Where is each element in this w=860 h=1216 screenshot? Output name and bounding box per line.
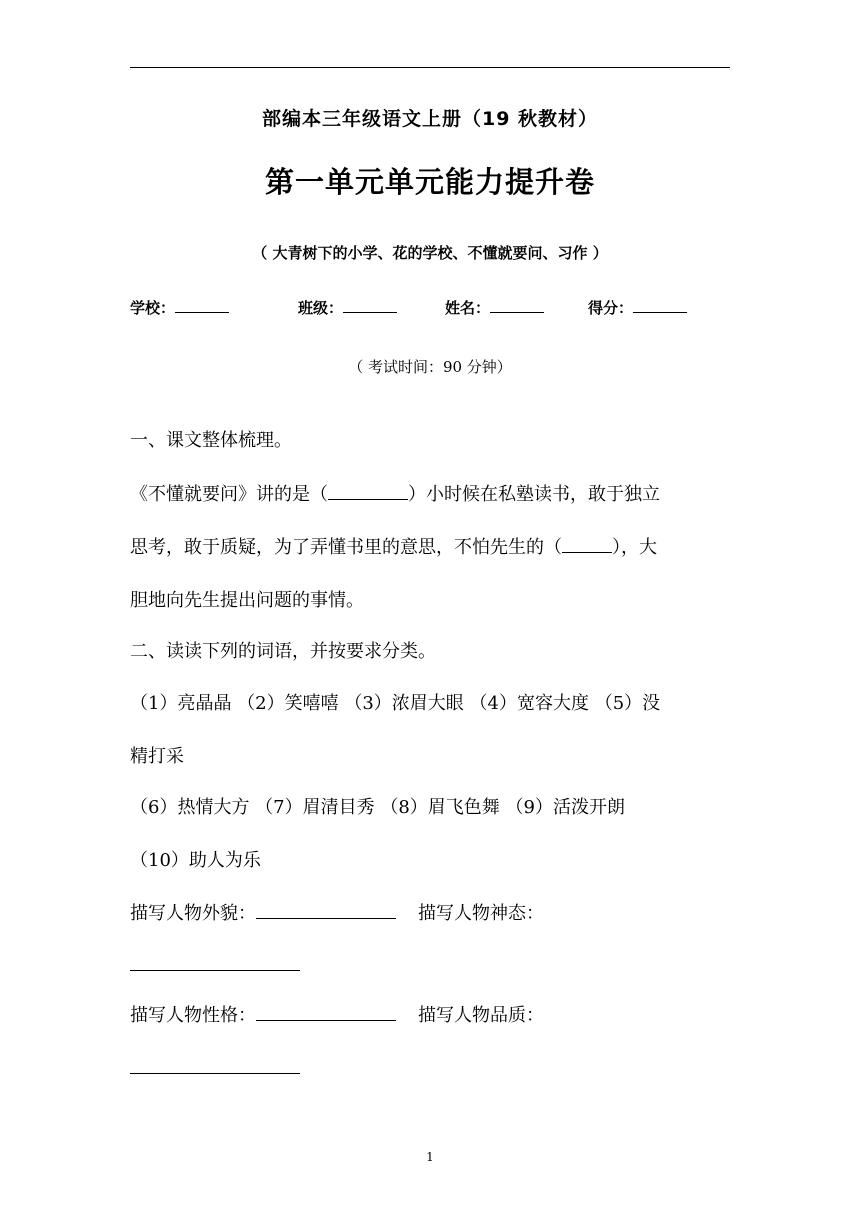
personality-blank[interactable] (256, 1001, 396, 1021)
school-blank[interactable] (175, 296, 229, 313)
section1-line2-end: ），大 (612, 537, 657, 558)
quality-label: 描写人物品质： (418, 1005, 544, 1026)
word-list-line1: （1）亮晶晶 （2）笑嘻嘻 （3）浓眉大眼 （4）宽容大度 （5）没 (130, 693, 661, 714)
exam-time: （ 考试时间：90 分钟） (348, 358, 512, 376)
class-field (298, 296, 397, 318)
quality-blank[interactable] (130, 1054, 300, 1074)
word-list-line2: 精打采 (130, 746, 184, 767)
name-blank[interactable] (490, 296, 544, 313)
appearance-label: 描写人物外貌： (130, 903, 256, 924)
section1-line1-start: 《不懂就要问》讲的是（ (130, 484, 328, 505)
reaction-blank[interactable] (562, 533, 612, 553)
main-title: 第一单元单元能力提升卷 (264, 165, 595, 199)
header-rule (130, 67, 730, 68)
person-blank[interactable] (328, 480, 408, 500)
appearance-blank[interactable] (256, 899, 396, 919)
name-label: 姓名： (445, 299, 491, 317)
section1-heading: 一、课文整体梳理。 (130, 430, 292, 451)
personality-row (130, 1001, 544, 1027)
score-label: 得分： (588, 299, 634, 317)
page-number: 1 (426, 1150, 434, 1164)
class-blank[interactable] (343, 296, 397, 313)
expression-label: 描写人物神态： (418, 903, 544, 924)
appearance-row (130, 899, 544, 925)
expression-blank[interactable] (130, 951, 300, 971)
section1-line1-end: ）小时候在私塾读书，敢于独立 (408, 484, 660, 505)
word-list-line4: （10）助人为乐 (130, 850, 261, 871)
score-blank[interactable] (633, 296, 687, 313)
name-field (445, 296, 544, 318)
subtitle: （ 大青树下的小学、花的学校、不懂就要问、习作 ） (252, 244, 608, 262)
personality-label: 描写人物性格： (130, 1005, 256, 1026)
expression-answer-row (130, 951, 300, 976)
class-label: 班级： (298, 299, 344, 317)
section1-line3: 胆地向先生提出问题的事情。 (130, 590, 364, 611)
section2-heading: 二、读读下列的词语，并按要求分类。 (130, 641, 436, 662)
section1-line1 (130, 480, 660, 506)
quality-answer-row (130, 1054, 300, 1079)
document-title: 部编本三年级语文上册（19 秋教材） (261, 108, 599, 130)
score-field (588, 296, 687, 318)
section1-line2 (130, 533, 657, 559)
section1-line2-start: 思考，敢于质疑，为了弄懂书里的意思，不怕先生的（ (130, 537, 562, 558)
school-label: 学校： (130, 299, 176, 317)
school-field (130, 296, 229, 318)
word-list-line3: （6）热情大方 （7）眉清目秀 （8）眉飞色舞 （9）活泼开朗 (130, 797, 625, 818)
